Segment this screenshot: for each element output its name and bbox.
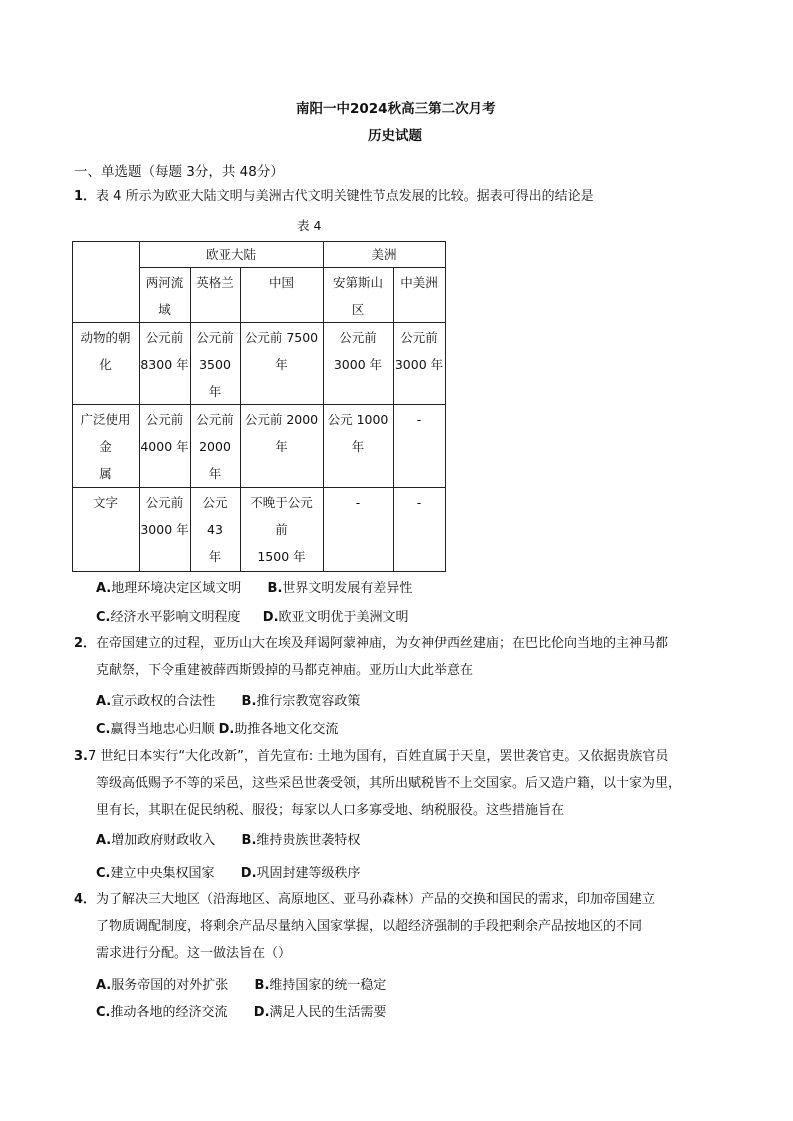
table-cell-line: 公元前 [339, 330, 377, 345]
table-cell-line: 公元前 [145, 330, 184, 345]
q4-option-b[interactable]: B.维持国家的统一稳定 [254, 978, 387, 993]
table-cell [323, 489, 393, 516]
question-3-line-3: 里有长，其职在促民纳税、服役；每家以人口多寡受地、纳税服役。这些措施旨在 [96, 803, 565, 818]
question-1-text: 表 4 所示为欧亚大陆文明与美洲古代文明关键性节点发展的比较。据表可得出的结论是 [96, 189, 594, 204]
table-row-divider [72, 487, 445, 488]
question-4 [74, 890, 655, 910]
table-row-label-line: 文字 [92, 495, 118, 510]
table-cell [190, 406, 240, 487]
table-row-label-line: 属 [99, 466, 112, 481]
table-row-label [72, 489, 139, 516]
table-col-header [139, 269, 190, 323]
q2-option-a[interactable]: A.宣示政权的合法性 [96, 694, 216, 709]
table-row-label-line: 金 [99, 439, 112, 454]
table-col-header-line: 中美洲 [400, 275, 438, 290]
section-heading: 一、单选题（每题 3分，共 48分） [74, 164, 284, 180]
table-col-header-line: 两河流 [145, 275, 184, 290]
q1-option-row-2 [96, 606, 409, 625]
q3-option-d[interactable]: D.巩固封建等级秩序 [240, 866, 361, 881]
table-col-header-line: 区 [351, 302, 365, 317]
table-cell-line: 年 [208, 384, 222, 399]
table-cell [190, 489, 240, 570]
table-cell-line: 3000 年 [394, 357, 444, 372]
table-cell [240, 406, 323, 460]
table-caption: 表 4 [297, 218, 322, 233]
table-cell [393, 489, 445, 516]
table-group-america [323, 241, 445, 268]
table-border-bottom [72, 571, 446, 572]
q4-option-a[interactable]: A.服务帝国的对外扩张 [96, 978, 229, 993]
q1-option-c[interactable]: C.经济水平影响文明程度 [96, 610, 241, 625]
question-2-line-1: 在帝国建立的过程，亚历山大在埃及拜谒阿蒙神庙，为女神伊西丝建庙；在巴比伦向当地的主神马都 [96, 636, 669, 651]
table-col-header-line: 安第斯山 [332, 275, 383, 290]
table-row-label-line: 动物的朝 [80, 330, 131, 345]
table-cell-line: 前 [275, 522, 288, 537]
table-cell [139, 324, 190, 378]
q3-option-b[interactable]: B.维持贵族世袭特权 [241, 833, 361, 848]
question-1 [74, 187, 594, 207]
table-cell-line: 4000 年 [140, 439, 189, 454]
q2-option-d[interactable]: D.助推各地文化交流 [218, 722, 339, 737]
question-2-number: 2． [74, 636, 97, 651]
q3-option-a[interactable]: A.增加政府财政收入 [96, 833, 216, 848]
table-cell-line: 年 [351, 439, 365, 454]
question-4-number: 4． [74, 892, 97, 907]
table-cell-line: 公元前 [196, 412, 234, 427]
table-cell-line: 公元前 [145, 412, 184, 427]
table-cell-line: 公元 1000 [327, 412, 389, 427]
table-group-america-line: 美洲 [371, 247, 397, 262]
table-cell [139, 489, 190, 543]
table-cell [323, 324, 393, 378]
table-border-right [445, 241, 446, 571]
exam-title: 南阳一中2024秋高三第二次月考 [296, 101, 496, 117]
table-cell-line: 公元前 2000 [244, 412, 319, 427]
question-1-number: 1． [74, 189, 97, 204]
table-cell [393, 406, 445, 433]
table-cell [240, 489, 323, 570]
question-3-line-2: 等级高低赐予不等的采邑，这些采邑世袭受领，其所出赋税皆不上交国家。后又造户籍，以十家为里， [96, 776, 682, 791]
table-row-label [72, 324, 139, 378]
question-4-line-1: 为了解决三大地区（沿海地区、高原地区、亚马孙森林）产品的交换和国民的需求，印加帝国建立 [96, 892, 656, 907]
table-row-label [72, 406, 139, 487]
q4-option-row-1 [96, 974, 386, 993]
table-col-header-line: 域 [158, 302, 171, 317]
table-col-header-line: 中国 [268, 275, 294, 290]
table-cell-line: 2000 [199, 439, 231, 454]
table-cell-line: 3000 年 [333, 357, 383, 372]
table-row-label-line: 化 [99, 357, 112, 372]
q2-option-row-2 [96, 718, 338, 737]
q4-option-d[interactable]: D.满足人民的生活需要 [253, 1005, 387, 1020]
table-cell-line: 年 [275, 357, 288, 372]
q2-option-row-1 [96, 690, 360, 709]
table-cell-line: 年 [275, 439, 288, 454]
q2-option-c[interactable]: C.赢得当地忠心归顺 [96, 722, 215, 737]
q3-option-c[interactable]: C.建立中央集权国家 [96, 866, 215, 881]
table-group-eurasia [139, 241, 323, 268]
table-cell-line: 43 [207, 522, 223, 537]
table-cell-line: 不晚于公元 [250, 495, 313, 510]
table-cell-line: 1500 年 [257, 549, 306, 564]
question-3-number: 3. [74, 749, 88, 764]
table-col-header [240, 269, 323, 296]
table-row-label-line: 广泛使用 [80, 412, 131, 427]
q3-option-row-1 [96, 829, 360, 848]
table-cell-line: 公元前 [400, 330, 438, 345]
table-row-divider [72, 404, 445, 405]
table-cell [190, 324, 240, 405]
table-col-header [323, 269, 393, 323]
q2-option-b[interactable]: B.推行宗教宽容政策 [241, 694, 361, 709]
table-cell-line: - [416, 412, 422, 427]
question-3-line-1: 7 世纪日本实行“大化改新”，首先宣布: 土地为国有，百姓直属于天皇，罢世袭官吏。又依据贵族官员 [87, 749, 669, 764]
table-group-eurasia-line: 欧亚大陆 [205, 247, 256, 262]
q1-option-b[interactable]: B.世界文明发展有差异性 [267, 581, 413, 596]
table-cell [139, 406, 190, 460]
table-cell-line: 公元前 [196, 330, 234, 345]
q4-option-row-2 [96, 1001, 387, 1020]
question-4-line-3: 需求进行分配。这一做法旨在（） [96, 946, 292, 961]
q4-option-c[interactable]: C.推动各地的经济交流 [96, 1005, 228, 1020]
table-cell-line: 公元前 7500 [244, 330, 319, 345]
table-cell-line: - [355, 495, 361, 510]
q1-option-a[interactable]: A.地理环境决定区域文明 [96, 581, 242, 596]
q3-option-row-2 [96, 862, 361, 881]
table-cell [240, 324, 323, 378]
table-cell-line: 公元前 [145, 495, 184, 510]
table-cell-line: 年 [208, 466, 222, 481]
table-cell-line: - [416, 495, 422, 510]
question-3 [74, 747, 668, 767]
table-cell-line: 8300 年 [140, 357, 189, 372]
question-2 [74, 634, 668, 654]
q1-option-row-1 [96, 577, 412, 596]
exam-subtitle: 历史试题 [368, 128, 422, 144]
table-cell-line: 3500 [199, 357, 231, 372]
table-col-header [393, 269, 445, 296]
table-cell [323, 406, 393, 460]
table-cell-line: 3000 年 [140, 522, 189, 537]
table-col-header [190, 269, 240, 296]
table-col-header-line: 英格兰 [196, 275, 234, 290]
table-cell [393, 324, 445, 378]
question-4-line-2: 了物质调配制度，将剩余产品尽量纳入国家掌握，以超经济强制的手段把剩余产品按地区的不同 [96, 919, 643, 934]
q1-option-d[interactable]: D.欧亚文明优于美洲文明 [262, 610, 409, 625]
table-cell-line: 公元 [202, 495, 228, 510]
table-cell-line: 年 [208, 549, 222, 564]
question-2-line-2: 克献祭，下令重建被薛西斯毁掉的马都克神庙。亚历山大此举意在 [96, 663, 474, 678]
